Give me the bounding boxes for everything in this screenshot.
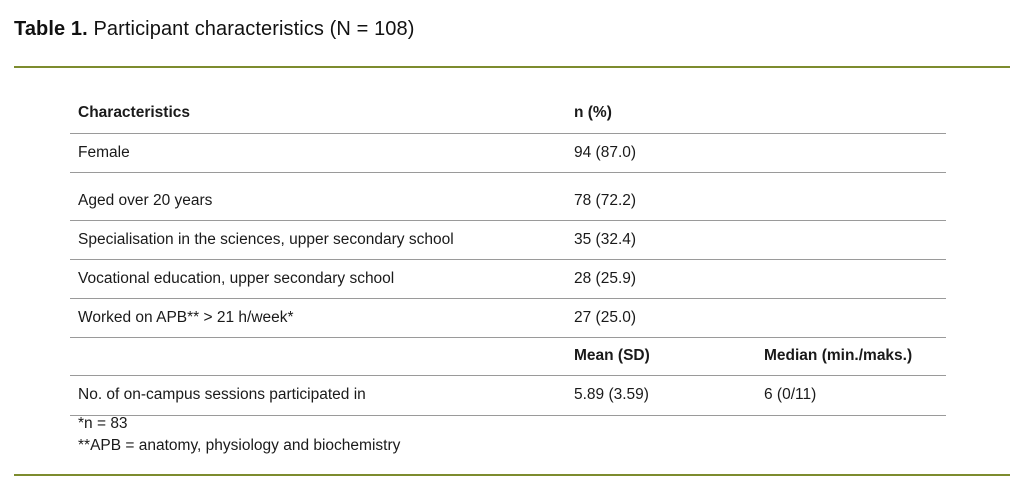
row-value-secondary bbox=[756, 134, 946, 173]
row-mean-sd: 5.89 (3.59) bbox=[566, 376, 756, 416]
table-row bbox=[70, 299, 946, 338]
row-label: Specialisation in the sciences, upper secondary school bbox=[70, 221, 566, 260]
row-label: Worked on APB** > 21 h/week* bbox=[70, 299, 566, 338]
table-row bbox=[70, 221, 946, 260]
row-value-secondary bbox=[756, 221, 946, 260]
participant-characteristics-table bbox=[70, 104, 946, 416]
row-value: 94 (87.0) bbox=[566, 134, 756, 173]
row-value: 78 (72.2) bbox=[566, 182, 756, 221]
row-value: 27 (25.0) bbox=[566, 299, 756, 338]
header-n-percent: n (%) bbox=[566, 104, 756, 134]
table-header-row bbox=[70, 104, 946, 134]
row-value-secondary bbox=[756, 299, 946, 338]
row-value-secondary bbox=[756, 182, 946, 221]
table-row bbox=[70, 376, 946, 416]
header-empty bbox=[756, 104, 946, 134]
row-label: Aged over 20 years bbox=[70, 182, 566, 221]
row-label: Vocational education, upper secondary school bbox=[70, 260, 566, 299]
table-row bbox=[70, 182, 946, 221]
row-value: 28 (25.9) bbox=[566, 260, 756, 299]
row-spacer bbox=[70, 173, 946, 183]
caption-label: Table 1. bbox=[14, 18, 88, 40]
footnotes bbox=[78, 413, 400, 458]
row-value-secondary bbox=[756, 260, 946, 299]
bottom-rule bbox=[14, 474, 1010, 476]
top-rule bbox=[14, 66, 1010, 68]
row-label: Female bbox=[70, 134, 566, 173]
row-value: 35 (32.4) bbox=[566, 221, 756, 260]
subheader-median: Median (min./maks.) bbox=[756, 338, 946, 376]
header-characteristics: Characteristics bbox=[70, 104, 566, 134]
table-subheader-row bbox=[70, 338, 946, 376]
table-caption bbox=[14, 18, 415, 41]
row-label: No. of on-campus sessions participated in bbox=[70, 376, 566, 416]
footnote-line-1: *n = 83 bbox=[78, 415, 128, 432]
table-row bbox=[70, 134, 946, 173]
footnote-line-2: **APB = anatomy, physiology and biochemistry bbox=[78, 437, 401, 455]
subheader-empty bbox=[70, 338, 566, 376]
row-median: 6 (0/11) bbox=[756, 376, 946, 416]
subheader-mean-sd: Mean (SD) bbox=[566, 338, 756, 376]
table-row bbox=[70, 260, 946, 299]
caption-text: Participant characteristics (N = 108) bbox=[87, 18, 415, 40]
